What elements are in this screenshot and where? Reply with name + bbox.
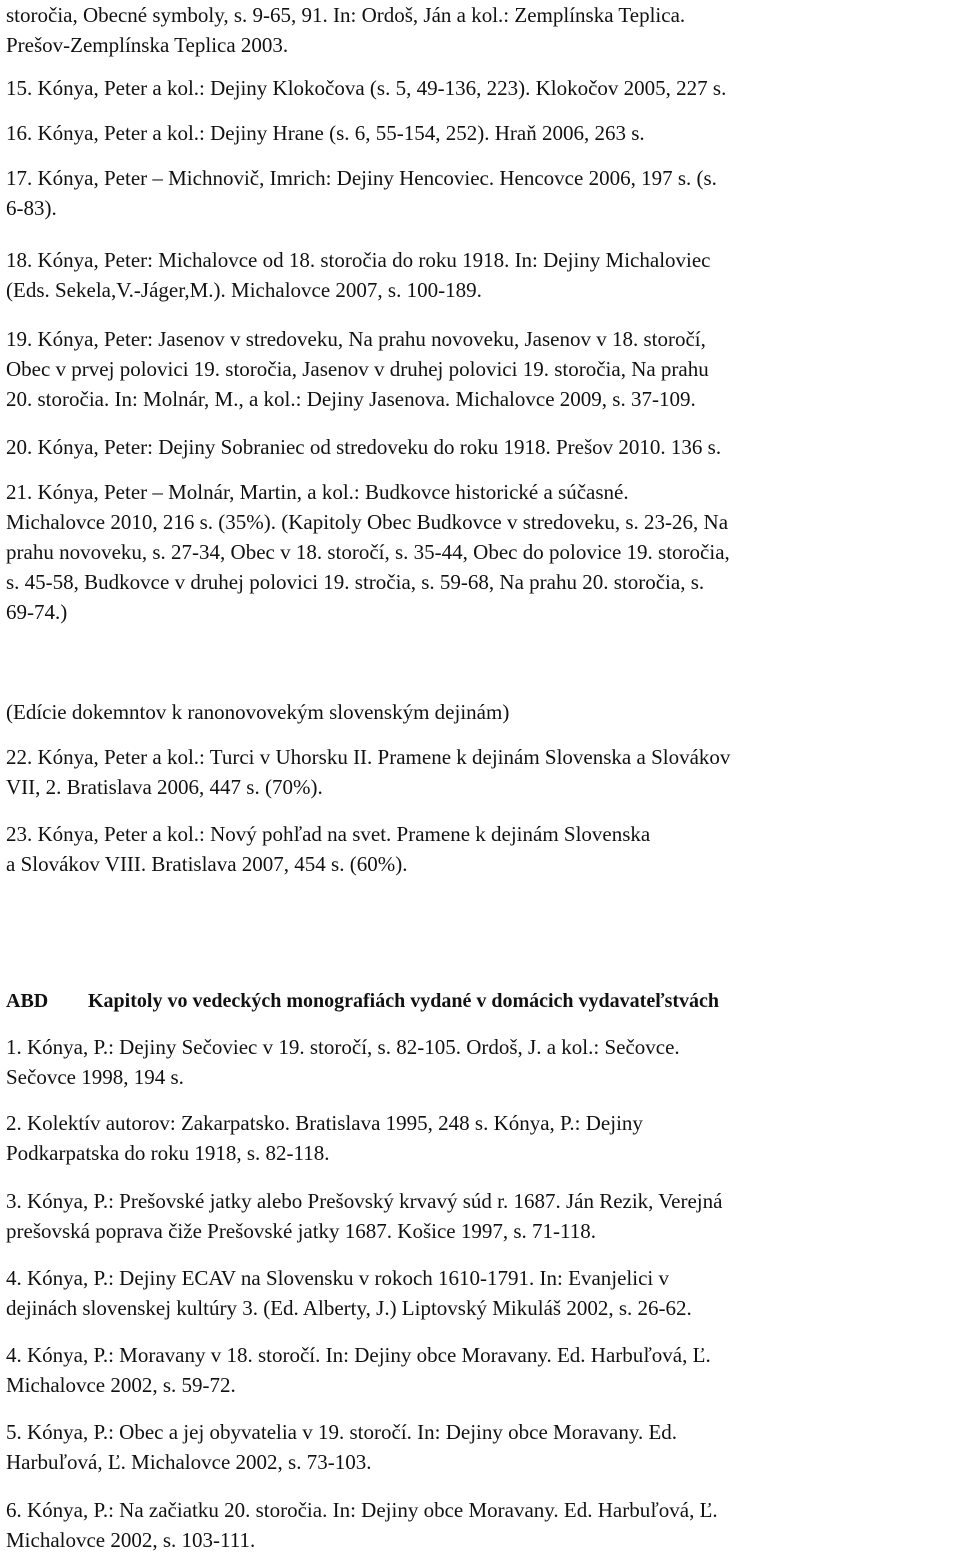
- entry-line: Michalovce 2002, s. 103-111.: [6, 1528, 256, 1552]
- bibliography-entry: [6, 432, 954, 462]
- abd-entry: [6, 1340, 954, 1400]
- section-subheading: [6, 697, 954, 727]
- entry-line: Michalovce 2010, 216 s. (35%). (Kapitoly Obec Budkovce v stredoveku, s. 23-26, Na: [6, 510, 729, 534]
- bibliography-entry: [6, 819, 954, 879]
- entry-line: 15. Kónya, Peter a kol.: Dejiny Klokočova (s. 5, 49-136, 223). Klokočov 2005, 227 s.: [6, 76, 727, 100]
- entry-line: Prešov-Zemplínska Teplica 2003.: [6, 33, 289, 57]
- bibliography-entry: [6, 118, 954, 148]
- entry-line: 2. Kolektív autorov: Zakarpatsko. Bratislava 1995, 248 s. Kónya, P.: Dejiny: [6, 1111, 643, 1135]
- bibliography-entry: [6, 73, 954, 103]
- entry-line: 23. Kónya, Peter a kol.: Nový pohľad na svet. Pramene k dejinám Slovenska: [6, 822, 651, 846]
- abd-entry: [6, 1417, 954, 1477]
- section-title: Kapitoly vo vedeckých monografiách vydané v domácich vydavateľstvách: [88, 990, 720, 1012]
- entry-line: 4. Kónya, P.: Dejiny ECAV na Slovensku v rokoch 1610-1791. In: Evanjelici v: [6, 1266, 669, 1290]
- entry-line: dejinách slovenskej kultúry 3. (Ed. Alberty, J.) Liptovský Mikuláš 2002, s. 26-62.: [6, 1296, 692, 1320]
- entry-line: (Eds. Sekela,V.-Jáger,M.). Michalovce 2007, s. 100-189.: [6, 278, 482, 302]
- section-code: ABD: [6, 990, 49, 1012]
- bibliography-entry: [6, 163, 954, 223]
- entry-line: 19. Kónya, Peter: Jasenov v stredoveku, Na prahu novoveku, Jasenov v 18. storočí,: [6, 327, 706, 351]
- entry-line: Harbuľová, Ľ. Michalovce 2002, s. 73-103.: [6, 1450, 372, 1474]
- entry-line: storočia, Obecné symboly, s. 9-65, 91. In: Ordoš, Ján a kol.: Zemplínska Teplica.: [6, 3, 686, 27]
- abd-section-heading: [6, 985, 954, 1017]
- entry-line: Podkarpatska do roku 1918, s. 82-118.: [6, 1141, 330, 1165]
- entry-line: 21. Kónya, Peter – Molnár, Martin, a kol.: Budkovce historické a súčasné.: [6, 480, 629, 504]
- entry-line: 17. Kónya, Peter – Michnovič, Imrich: Dejiny Hencoviec. Hencovce 2006, 197 s. (s.: [6, 166, 717, 190]
- abd-entry: [6, 1186, 954, 1246]
- bibliography-entry: [6, 324, 954, 414]
- abd-entry: [6, 1495, 954, 1555]
- bibliography-entry: [6, 0, 954, 60]
- entry-line: 18. Kónya, Peter: Michalovce od 18. storočia do roku 1918. In: Dejiny Michaloviec: [6, 248, 711, 272]
- abd-entry: [6, 1032, 954, 1092]
- entry-line: 69-74.): [6, 600, 68, 624]
- entry-line: 1. Kónya, P.: Dejiny Sečoviec v 19. storočí, s. 82-105. Ordoš, J. a kol.: Sečovce.: [6, 1035, 680, 1059]
- bibliography-entry: [6, 742, 954, 802]
- entry-line: 5. Kónya, P.: Obec a jej obyvatelia v 19. storočí. In: Dejiny obce Moravany. Ed.: [6, 1420, 678, 1444]
- entry-line: 20. storočia. In: Molnár, M., a kol.: Dejiny Jasenova. Michalovce 2009, s. 37-109.: [6, 387, 696, 411]
- entry-line: Obec v prvej polovici 19. storočia, Jasenov v druhej polovici 19. storočia, Na prahu: [6, 357, 709, 381]
- abd-entry: [6, 1108, 954, 1168]
- entry-line: 16. Kónya, Peter a kol.: Dejiny Hrane (s. 6, 55-154, 252). Hraň 2006, 263 s.: [6, 121, 645, 145]
- entry-line: 4. Kónya, P.: Moravany v 18. storočí. In: Dejiny obce Moravany. Ed. Harbuľová, Ľ.: [6, 1343, 711, 1367]
- bibliography-entry: [6, 477, 954, 627]
- entry-line: a Slovákov VIII. Bratislava 2007, 454 s. (60%).: [6, 852, 408, 876]
- entry-line: 6. Kónya, P.: Na začiatku 20. storočia. In: Dejiny obce Moravany. Ed. Harbuľová, Ľ.: [6, 1498, 718, 1522]
- entry-line: VII, 2. Bratislava 2006, 447 s. (70%).: [6, 775, 323, 799]
- bibliography-entry: [6, 245, 954, 305]
- entry-line: Sečovce 1998, 194 s.: [6, 1065, 184, 1089]
- entry-line: Michalovce 2002, s. 59-72.: [6, 1373, 236, 1397]
- entry-line: 3. Kónya, P.: Prešovské jatky alebo Prešovský krvavý súd r. 1687. Ján Rezik, Verejná: [6, 1189, 723, 1213]
- subheading-text: (Edície dokemntov k ranonovovekým slovenským dejinám): [6, 700, 510, 724]
- entry-line: prahu novoveku, s. 27-34, Obec v 18. storočí, s. 35-44, Obec do polovice 19. storočia,: [6, 540, 730, 564]
- abd-entry: [6, 1263, 954, 1323]
- entry-line: s. 45-58, Budkovce v druhej polovici 19. stročia, s. 59-68, Na prahu 20. storočia, s.: [6, 570, 705, 594]
- entry-line: 20. Kónya, Peter: Dejiny Sobraniec od stredoveku do roku 1918. Prešov 2010. 136 s.: [6, 435, 722, 459]
- entry-line: prešovská poprava čiže Prešovské jatky 1687. Košice 1997, s. 71-118.: [6, 1219, 597, 1243]
- entry-line: 22. Kónya, Peter a kol.: Turci v Uhorsku II. Pramene k dejinám Slovenska a Slovákov: [6, 745, 731, 769]
- entry-line: 6-83).: [6, 196, 57, 220]
